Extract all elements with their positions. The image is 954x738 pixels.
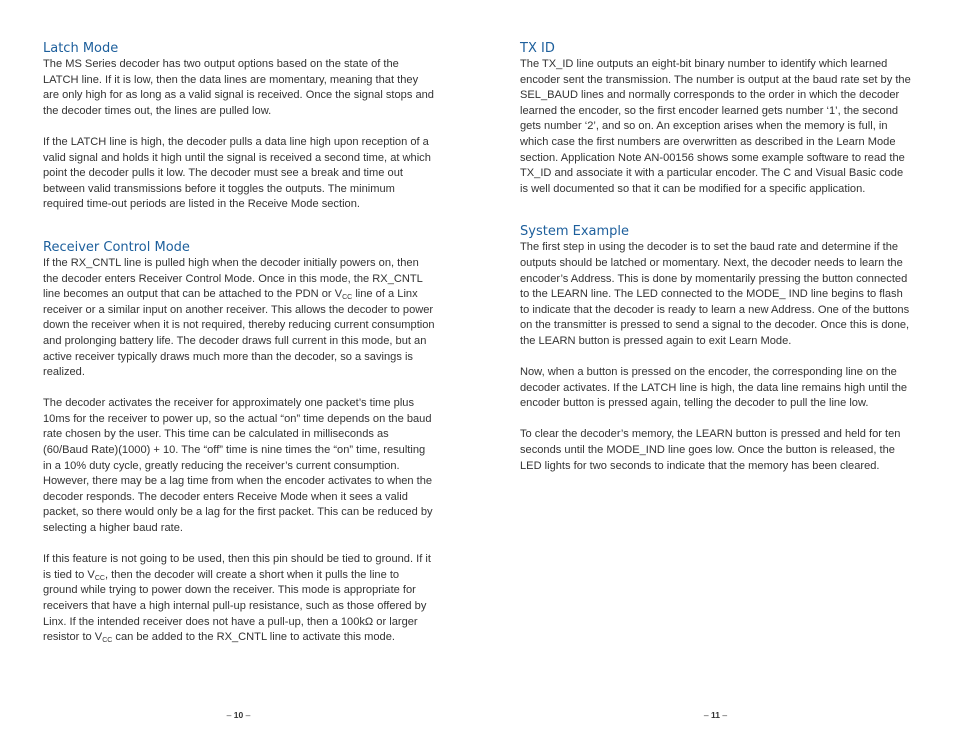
receiver-control-paragraph-3 <box>43 552 435 646</box>
receiver-control-paragraph-2: The decoder activates the receiver for approximately one packet’s time plus 10ms for the receiver to power up, so the actual “on” time depends on the baud rate chosen by the user. This time can be calculated in milliseconds as (60/Baud Rate)(1000) + 10. The “off” time is nine times the “on” time, resulting in a 10% duty cycle, greatly reducing the receiver’s current consumption. However, there may be a lag time from when the encoder activates to when the decoder responds. The decoder enters Receive Mode when it sees a valid packet, so there would only be a lag for the first packet. This can be reduced by selecting a higher baud rate. <box>43 397 433 535</box>
page-number-right: – 11 – <box>703 710 728 720</box>
tx-id-paragraph: The TX_ID line outputs an eight-bit binary number to identify which learned encoder sent the transmission. The number is output at the baud rate set by the SEL_BAUD lines and normally corresponds to the order in which the decoder learned the encoder, so the first encoder learned gets number ‘1’, the second gets number ‘2’, and so on. An exception arises when the memory is full, in which case the first numbers are overwritten as described in the Learn Mode section. Application Note AN-00156 shows some example software to read the TX_ID and associate it with a particular encoder. The C and Visual Basic code is well documented so that it can be modified for a specific application. <box>520 58 911 195</box>
receiver-control-heading: Receiver Control Mode <box>43 239 190 255</box>
text-run: If the RX_CNTL line is pulled high when the decoder initially powers on, then the decoder enters Receiver Control Mode. Once in this mode, the RX_CNTL line becomes an output that can be attached to the PDN or <box>43 256 423 301</box>
receiver-control-paragraph-1 <box>43 256 435 381</box>
latch-mode-section <box>43 40 435 213</box>
latch-mode-paragraph-1: The MS Series decoder has two output options based on the state of the LATCH line. If it is low, then the data lines are momentary, meaning that they are only high for as long as a valid signal is received. Once the signal stops and the decoder times out, the lines are pulled low. <box>43 58 434 117</box>
text-run: , then the decoder will create a short when it pulls the line to ground while trying to power down the receiver. This mode is appropriate for receivers that have a high internal pull-up resistance, such as those offered by Linx. If the intended receiver does not have a pull-up, then a 100kΩ or larger resistor to <box>43 568 427 644</box>
right-column <box>520 40 912 482</box>
system-example-paragraph-3: To clear the decoder’s memory, the LEARN button is pressed and held for ten seconds until the MODE_IND line goes low. Once the button is released, the LED lights for two seconds to indicate that the memory has been cleared. <box>520 428 901 472</box>
right-page <box>477 0 954 738</box>
text-run: line of a Linx receiver or a similar input on another receiver. This allows the decoder to power down the receiver when it is not required, thereby reducing current consumption and prolonging battery life. The decoder draws full current in this mode, but an active receiver typically draws much more than the decoder, so a savings is realized. <box>43 288 435 379</box>
tx-id-section <box>520 40 912 197</box>
page-number-left: – 10 – <box>226 710 251 720</box>
left-column <box>43 40 435 654</box>
text-run: If this feature is not going to be used, then this pin should be tied to ground. If it is tied to <box>43 553 431 581</box>
system-example-paragraph-2: Now, when a button is pressed on the encoder, the corresponding line on the decoder activates. If the LATCH line is high, the data line remains high until the encoder button is pressed again, telling the decoder to pull the line low. <box>520 366 908 410</box>
latch-mode-paragraph-2: If the LATCH line is high, the decoder pulls a data line high upon reception of a valid signal and holds it high until the signal is received a second time, at which point the decoder pulls it low. The decoder must see a break and time out between valid transmissions before it toggles the outputs. The minimum required time-out periods are listed in the Receive Mode section. <box>43 135 431 211</box>
vcc-symbol: $V_{CC}$ <box>334 288 353 302</box>
tx-id-heading: TX ID <box>520 41 555 56</box>
system-example-paragraph-1: The first step in using the decoder is to set the baud rate and determine if the outputs should be latched or momentary. Next, the decoder needs to learn the encoder’s Address. This is done by momentarily pressing the button connected to the LEARN line. The LED connected to the MODE_ IND line begins to flash to indicate that the decoder is ready to learn a new Address. One of the buttons on the transmitter is pressed to send a signal to the decoder. Once this is done, the LEARN button is pressed again to exit Learn Mode. <box>520 241 910 347</box>
system-example-heading: System Example <box>520 224 630 240</box>
receiver-control-section <box>43 239 435 646</box>
text-run: can be added to the RX_CNTL line to activate this mode. <box>112 631 395 644</box>
system-example-section <box>520 223 912 474</box>
vcc-symbol: $V_{CC}$ <box>87 568 105 582</box>
latch-mode-heading: Latch Mode <box>43 41 119 56</box>
vcc-symbol: $V_{CC}$ <box>94 631 113 645</box>
